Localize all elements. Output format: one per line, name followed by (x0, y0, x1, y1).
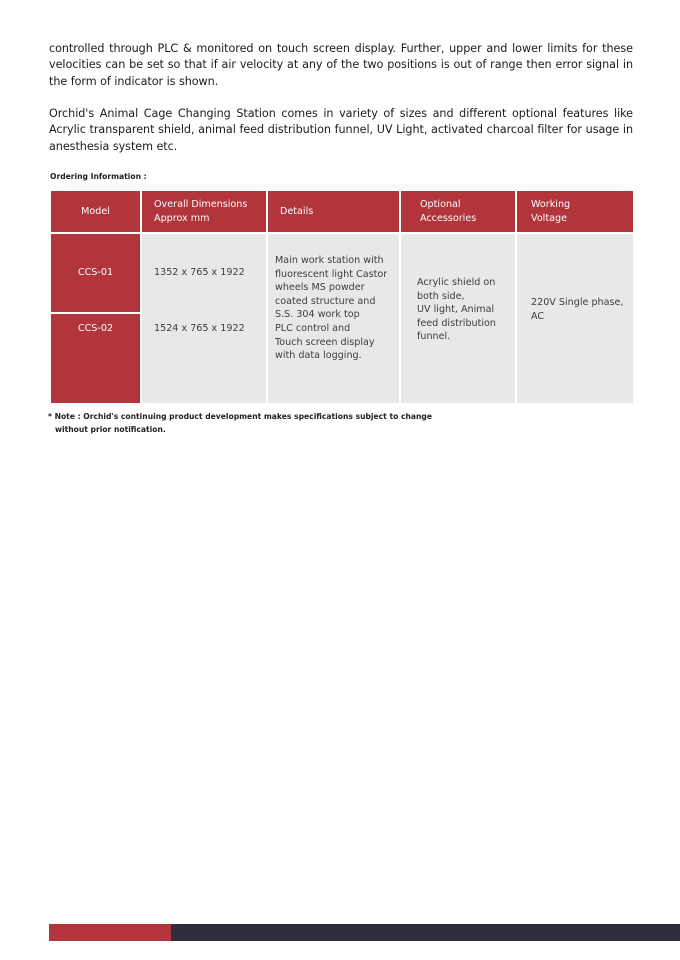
header-dimensions (142, 191, 266, 232)
footer-bar-dark (171, 924, 680, 941)
details-line: wheels MS powder (275, 282, 365, 294)
details-line: coated structure and (275, 295, 376, 307)
features-paragraph: Orchid's Animal Cage Changing Station comes in variety of sizes and different optional features like Acrylic transparent shield, animal feed distribution funnel, UV Light, activated charcoal filter for usage in anesthesia system etc. (49, 107, 633, 153)
note-line-1: * Note : Orchid's continuing product development makes specifications subject to change (48, 412, 432, 421)
header-dimensions-line1: Overall Dimensions (154, 198, 248, 210)
ordering-info-label: Ordering Information : (50, 172, 147, 181)
header-voltage-line2: Voltage (531, 212, 567, 224)
header-voltage-line1: Working (531, 198, 571, 210)
model-cell-ccs-02 (51, 314, 140, 403)
dimensions-ccs-01: 1352 x 765 x 1922 (154, 267, 245, 278)
header-model-text: Model (81, 205, 110, 217)
details-line: S.S. 304 work top (275, 309, 360, 321)
header-details-text: Details (280, 205, 314, 217)
accessories-cell (401, 234, 515, 403)
intro-paragraph: controlled through PLC & monitored on touch screen display. Further, upper and lower limits for these velocities can be set so that if air velocity at any of the two positions is out of range then error signal in the form of indicator is shown. (49, 42, 633, 88)
header-accessories-line2: Accessories (420, 212, 477, 224)
footer-bar-red (49, 924, 171, 941)
accessories-line: funnel. (417, 331, 451, 343)
dimensions-ccs-02: 1524 x 765 x 1922 (154, 323, 245, 334)
details-line: PLC control and (275, 322, 351, 334)
disclaimer-note (48, 411, 432, 436)
model-cell-ccs-01 (51, 234, 140, 312)
details-line: with data logging. (275, 350, 362, 362)
header-accessories-line1: Optional (420, 198, 461, 210)
accessories-line: UV light, Animal (417, 304, 495, 316)
note-line-2: without prior notification. (55, 424, 166, 434)
voltage-cell (517, 234, 633, 403)
details-cell (268, 234, 399, 403)
accessories-line: feed distribution (417, 317, 496, 329)
model-ccs-01: CCS-01 (77, 267, 114, 278)
voltage-line: AC (531, 310, 545, 322)
voltage-line: 220V Single phase, (531, 297, 624, 308)
accessories-line: both side, (417, 290, 465, 302)
header-details (268, 191, 399, 232)
accessories-line: Acrylic shield on (417, 277, 496, 288)
dimensions-cell (142, 234, 266, 403)
header-voltage (517, 191, 633, 232)
header-model (51, 191, 140, 232)
header-dimensions-line2: Approx mm (154, 212, 210, 224)
details-line: Main work station with (275, 255, 384, 266)
header-accessories (401, 191, 515, 232)
details-line: Touch screen display (275, 336, 375, 348)
model-ccs-02: CCS-02 (77, 323, 114, 334)
details-line: fluorescent light Castor (275, 268, 388, 280)
